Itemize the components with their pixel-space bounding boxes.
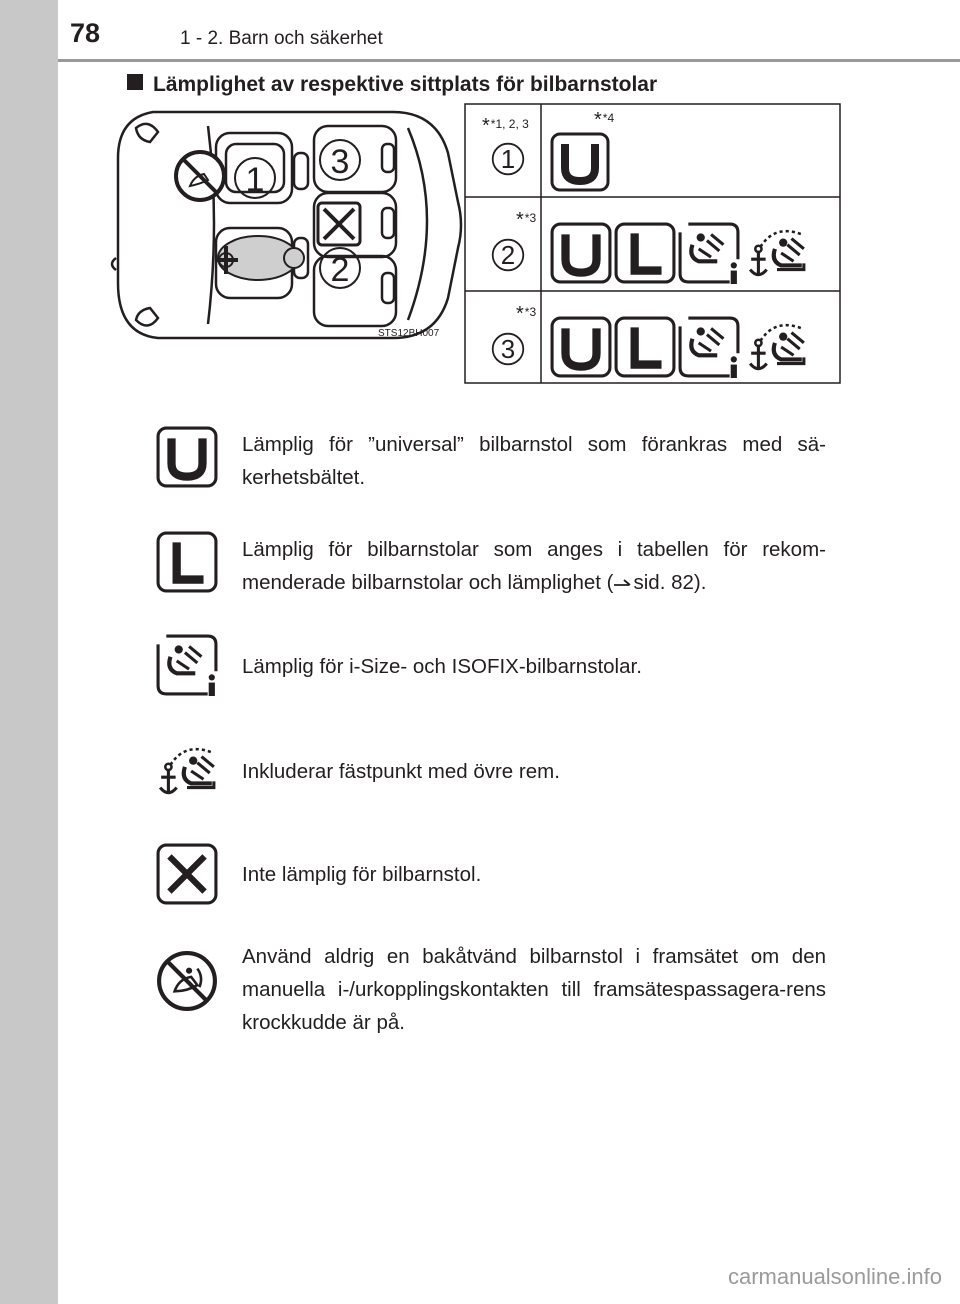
seat-note: **3 (516, 303, 537, 325)
svg-text:1: 1 (500, 144, 516, 174)
header-rule (58, 59, 960, 62)
no-rear-facing-seat-icon (156, 950, 218, 1012)
listed-l-icon (614, 222, 676, 284)
svg-text:2: 2 (500, 240, 516, 270)
car-seat-diagram (108, 98, 468, 352)
arrow-right-icon (613, 576, 633, 588)
seat-note: **1, 2, 3 (482, 115, 529, 137)
seat-suitability-table (464, 103, 841, 384)
top-tether-icon (746, 222, 808, 284)
page-sidebar (0, 0, 58, 1304)
universal-u-icon (550, 316, 612, 378)
isofix-icon (678, 316, 740, 378)
isofix-icon (678, 222, 740, 284)
legend-text-isofix: Lämplig för i-Size- och ISOFIX-bilbarnstolar. (242, 655, 642, 678)
seat-number-3-icon (490, 331, 526, 367)
legend-text-airbag-warning: Använd aldrig en bakåtvänd bilbarnstol i framsätet om den manuella i-/urkopplingskontakten till framsätespassagera-rens krockkudde är på. (242, 945, 826, 1034)
seat-note: **3 (516, 209, 537, 231)
diagram-seat-number: 1 (245, 161, 265, 199)
diagram-seat-number: 2 (330, 251, 350, 289)
page-number: 78 (70, 18, 101, 48)
isofix-icon (156, 634, 218, 696)
universal-u-icon (550, 132, 610, 192)
top-tether-icon (746, 316, 808, 378)
section-title: 1 - 2. Barn och säkerhet (180, 28, 383, 49)
square-bullet-icon (127, 74, 143, 90)
watermark: carmanualsonline.info (727, 1264, 942, 1289)
legend-text-universal: Lämplig för ”universal” bilbarnstol som förankras med sä-kerhetsbältet. (242, 433, 826, 489)
svg-text:3: 3 (500, 334, 516, 364)
legend-text-listed: Lämplig för bilbarnstolar som anges i tabellen för rekom-menderade bilbarnstolar och lämplighet ( sid. 82). (242, 538, 826, 594)
seat-note: **4 (594, 109, 615, 131)
listed-l-icon (614, 316, 676, 378)
diagram-image-code: STS12BH007 (378, 328, 440, 339)
legend-text-tether: Inkluderar fästpunkt med övre rem. (242, 760, 560, 783)
x-not-suitable-icon (156, 843, 218, 905)
seat-number-2-icon (490, 237, 526, 273)
seat-number-1-icon (490, 141, 526, 177)
legend-text-not-suitable: Inte lämplig för bilbarnstol. (242, 863, 482, 886)
universal-u-icon (156, 426, 218, 488)
heading-text: Lämplighet av respektive sittplats för bilbarnstolar (153, 73, 658, 96)
section-heading (127, 73, 657, 97)
diagram-seat-number: 3 (330, 143, 350, 181)
top-tether-icon (156, 740, 218, 802)
listed-l-icon (156, 531, 218, 593)
universal-u-icon (550, 222, 612, 284)
